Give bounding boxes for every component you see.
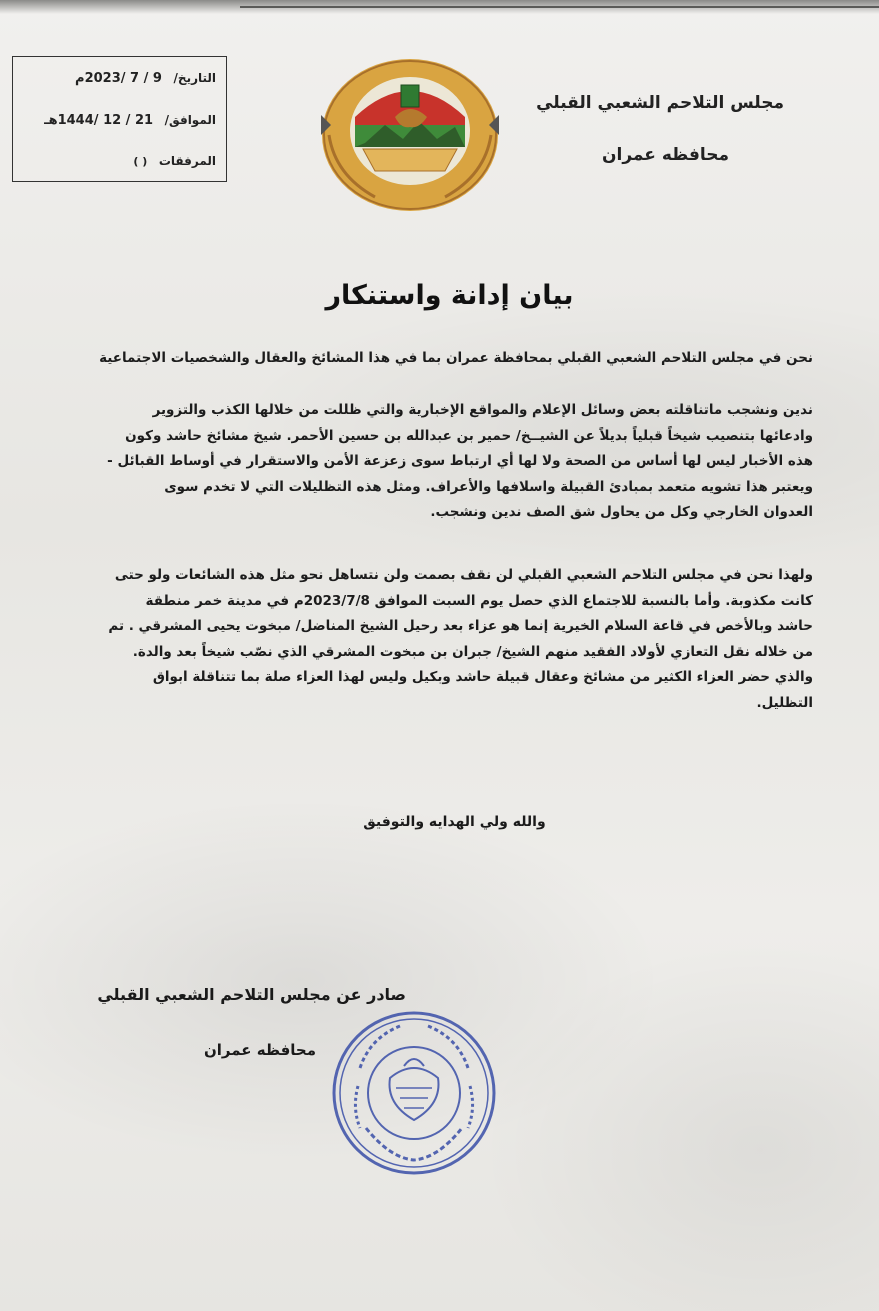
attachments-value: ( ) xyxy=(133,155,148,168)
date-value: 9 / 7 /2023م xyxy=(75,71,162,86)
attachments-label: المرفقات xyxy=(158,154,216,168)
paragraph-1-line: ندين ونشجب ماتناقلته بعض وسائل الإعلام والمواقع الإخبارية والتي ظللت من خلالها الكذب والتزوير xyxy=(152,402,813,418)
paragraph-1 xyxy=(83,398,813,526)
hijri-date-value: 21 / 12 /1444هـ xyxy=(44,113,154,128)
closing-wrap xyxy=(0,814,879,830)
paragraph-1-line: ويعتبر هذا تشويه متعمد بمبادئ القبيلة واسلافها والأعراف. ومثل هذه التظليلات التي لا تخدم سوى xyxy=(164,478,813,495)
paragraph-1-line: العدوان الخارجي وكل من يحاول شق الصف ندين ونشجب. xyxy=(430,504,813,520)
attachments-row xyxy=(133,150,216,169)
reference-info-box xyxy=(12,56,227,182)
hijri-date-label: الموافق/ xyxy=(164,113,216,127)
paragraph-2-line: حاشد وبالأخص في قاعة السلام الخيرية إنما هو عزاء بعد رحيل الشيخ المناضل/ مبخوت يحيى المشرقي . تم xyxy=(108,618,813,634)
closing-line: والله ولي الهدايه والتوفيق xyxy=(363,814,546,830)
hijri-date-row xyxy=(44,109,216,128)
paragraph-2-line: كانت مكذوبة. وأما بالنسبة للاجتماع الذي حصل يوم السبت الموافق 2023/7/8م في مدينة خمر منطقة xyxy=(145,592,813,609)
header-org-name: مجلس التلاحم الشعبي القبلي xyxy=(536,93,784,113)
paragraph-1-line: هذه الأخبار ليس لها أساس من الصحة ولا لها أي ارتباط سوى زعزعة الأمن والاستقرار في أوساط القبائل - xyxy=(107,453,813,469)
paragraph-2-line: من خلاله نقل التعازي لأولاد الفقيد منهم الشيخ/ جبران بن مبخوت المشرقي الذي نصّب شيخاً بعد والدة. xyxy=(132,643,813,660)
intro-paragraph: نحن في مجلس التلاحم الشعبي القبلي بمحافظة عمران بما في هذا المشائخ والعقال والشخصيات الاجتماعية xyxy=(99,350,813,366)
header-governorate: محافظه عمران xyxy=(601,145,729,165)
paragraph-1-line: وادعائها بتنصيب شيخاً قبلياً بديلاً عن الشيــخ/ حمير بن عبدالله بن حسين الأحمر. شيخ مشائخ حاشد وكون xyxy=(125,427,813,444)
paragraph-2-line: التظليل. xyxy=(756,694,813,711)
date-label: التاريخ/ xyxy=(173,71,216,85)
council-logo xyxy=(315,55,505,215)
paragraph-2 xyxy=(83,563,813,716)
paragraph-2-line: والذي حضر العزاء الكثير من مشائخ وعقال قبيلة حاشد وبكيل وليس لهذا العزاء صلة بما تتناقلة ابواق xyxy=(152,669,813,685)
signature-governorate: محافظه عمران xyxy=(203,1041,316,1059)
page-top-edge xyxy=(240,6,879,8)
date-row xyxy=(75,67,216,86)
signature-issuer: صادر عن مجلس التلاحم الشعبي القبلي xyxy=(97,985,406,1004)
statement-title: بيان إدانة واستنكار xyxy=(325,280,574,311)
paragraph-2-line: ولهذا نحن في مجلس التلاحم الشعبي القبلي لن نقف بصمت ولن نتساهل نحو مثل هذه الشائعات ولو حتى xyxy=(114,567,813,583)
statement-title-wrap xyxy=(0,280,879,311)
official-stamp xyxy=(330,1008,498,1178)
